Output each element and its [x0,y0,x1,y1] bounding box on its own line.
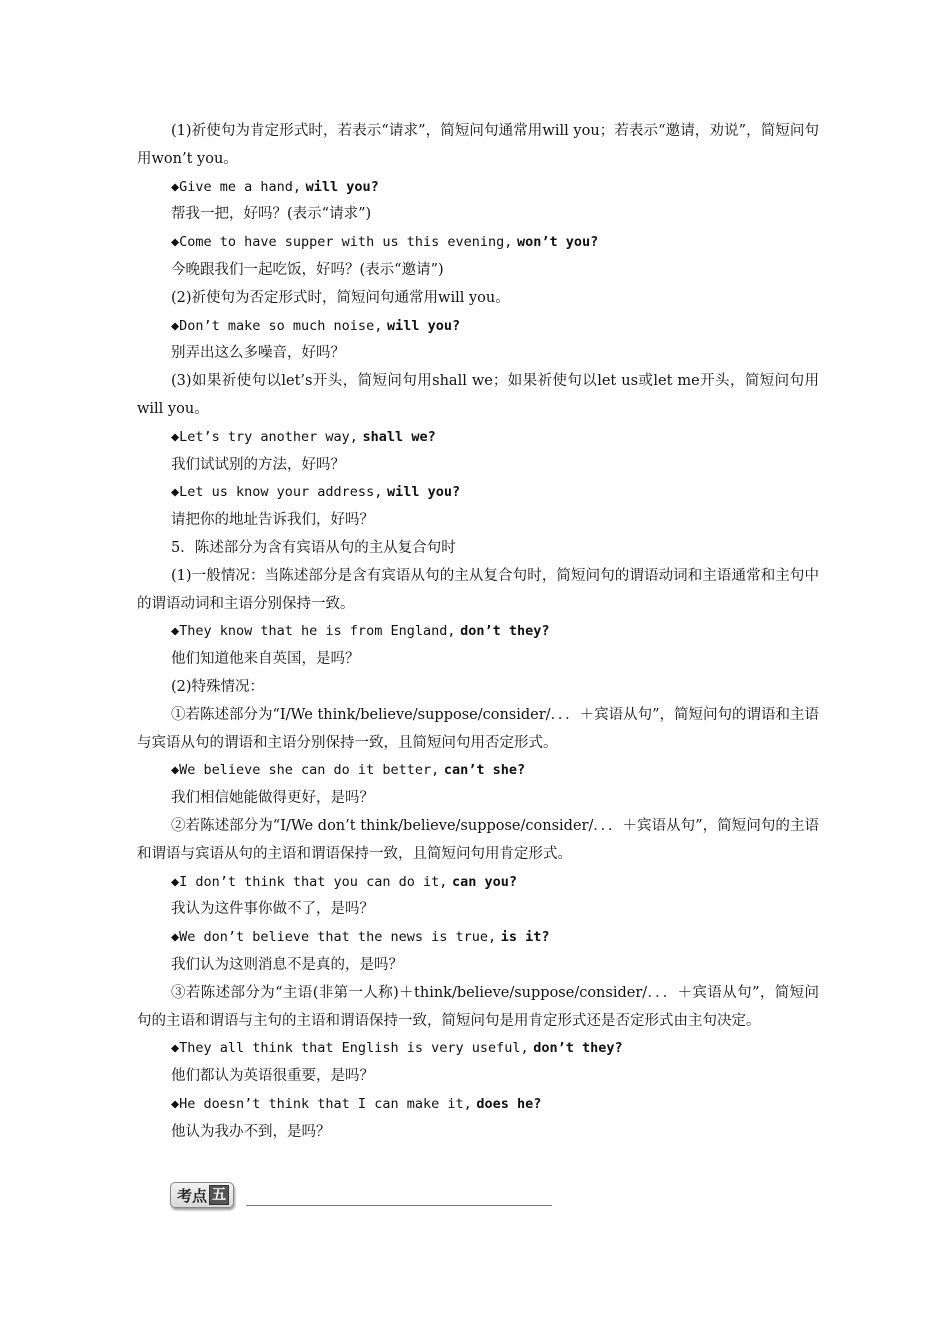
section-heading: 5．陈述部分为含有宾语从句的主从复合句时 [171,539,456,556]
badge-number: 五 [209,1185,229,1205]
special-case-1-paragraph: ①若陈述部分为“I/We think/believe/suppose/consider/．．．＋宾语从句”，简短问句的谓语和主语与宾语从句的谓语和主语分别保持一致，且简短问句用否定形式。 [137,706,819,751]
special-case-heading: (2)特殊情况： [171,678,265,695]
rule-2-paragraph: (2)祈使句为否定形式时，简短问句通常用will you。 [171,289,510,306]
badge-label: 考点 [177,1186,208,1205]
example-sentence: ◆Let’s try another way, shall we? [171,428,436,445]
special-case-3-paragraph: ③若陈述部分为“主语(非第一人称)＋think/believe/suppose/consider/．．．＋宾语从句”，简短问句的主语和谓语与主句的主语和谓语保持一致，简短问句是用肯定形式还是否定形式由主句决定。 [137,984,819,1029]
example-sentence: ◆We believe she can do it better, can’t she? [171,762,526,779]
example-translation: 他们都认为英语很重要，是吗？ [171,1068,374,1085]
example-translation: 他认为我办不到，是吗？ [171,1123,331,1140]
rule-1-paragraph: (1)祈使句为肯定形式时，若表示“请求”，简短问句通常用will you；若表示“邀请，劝说”，简短问句用won’t you。 [137,123,819,167]
example-translation: 我们认为这则消息不是真的，是吗？ [171,956,403,973]
example-sentence: ◆He doesn’t think that I can make it, does he? [171,1095,542,1112]
example-sentence: ◆They know that he is from England, don’t they? [171,623,550,640]
example-sentence: ◆We don’t believe that the news is true, is it? [171,929,550,946]
example-translation: 我认为这件事你做不了，是吗？ [171,901,374,918]
example-sentence: ◆Come to have supper with us this evening, won’t you? [171,234,599,251]
example-sentence: ◆I don’t think that you can do it, can you? [171,873,517,890]
rule-3-paragraph: (3)如果祈使句以let’s开头，简短问句用shall we；如果祈使句以let us或let me开头，简短问句用will you。 [137,373,819,417]
example-sentence: ◆Let us know your address, will you? [171,484,461,501]
example-translation: 请把你的地址告诉我们，好吗？ [171,512,374,529]
general-case-paragraph: (1)一般情况：当陈述部分是含有宾语从句的主从复合句时，简短问句的谓语动词和主语通常和主句中的谓语动词和主语分别保持一致。 [137,567,819,612]
special-case-2-paragraph: ②若陈述部分为“I/We don’t think/believe/suppose/consider/．．．＋宾语从句”，简短问句的主语和谓语与宾语从句的主语和谓语保持一致，且简短问句用肯定形式。 [137,817,819,862]
example-sentence: ◆Don’t make so much noise, will you? [171,317,461,334]
example-sentence: ◆They all think that English is very useful, don’t they? [171,1040,623,1057]
kaodian-badge [170,1182,234,1208]
example-translation: 别弄出这么多噪音，好吗？ [171,345,345,362]
document-body [137,118,819,1146]
example-translation: 帮我一把，好吗？(表示“请求”) [171,206,372,223]
example-sentence: ◆Give me a hand, will you? [171,178,379,195]
section-divider [246,1205,552,1206]
example-translation: 我们试试别的方法，好吗？ [171,456,345,473]
next-section-header [170,1180,552,1210]
example-translation: 今晚跟我们一起吃饭，好吗？(表示“邀请”) [171,261,444,278]
example-translation: 我们相信她能做得更好，是吗？ [171,790,374,807]
example-translation: 他们知道他来自英国，是吗？ [171,651,360,668]
